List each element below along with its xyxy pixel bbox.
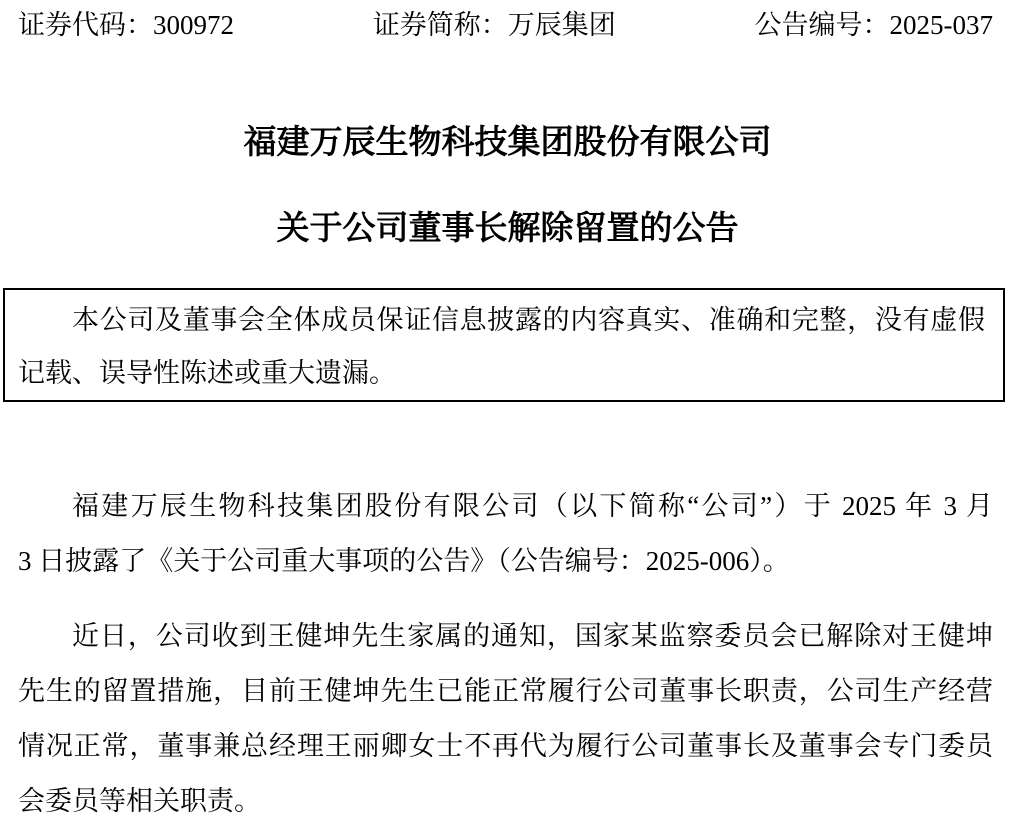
disclaimer-line: 本公司及董事会全体成员保证信息披露的内容真实、准确和完整，没有虚假 bbox=[72, 305, 985, 335]
announcement-title: 关于公司董事长解除留置的公告 bbox=[276, 211, 739, 247]
paragraph-line: 3 日披露了《关于公司重大事项的公告》（公告编号：2025-006）。 bbox=[18, 546, 790, 576]
paragraph-line: 近日，公司收到王健坤先生家属的通知，国家某监察委员会已解除对王健坤 bbox=[72, 621, 993, 651]
paragraph-disclosure bbox=[18, 479, 993, 589]
paragraph-line: 会委员等相关职责。 bbox=[18, 786, 261, 816]
disclaimer-box bbox=[3, 288, 1005, 402]
paragraph-release-notice bbox=[18, 609, 993, 829]
paragraph-line: 福建万辰生物科技集团股份有限公司（以下简称“公司”）于 2025 年 3 月 bbox=[72, 491, 993, 521]
stock-abbr: 证券简称：万辰集团 bbox=[372, 10, 616, 40]
company-name-title: 福建万辰生物科技集团股份有限公司 bbox=[243, 125, 772, 161]
announcement-number: 公告编号：2025-037 bbox=[754, 10, 993, 40]
stock-code: 证券代码：300972 bbox=[18, 10, 234, 40]
paragraph-line: 先生的留置措施，目前王健坤先生已能正常履行公司董事长职责，公司生产经营 bbox=[18, 676, 993, 706]
doc-header bbox=[0, 0, 1015, 40]
paragraph-line: 情况正常，董事兼总经理王丽卿女士不再代为履行公司董事长及董事会专门委员 bbox=[18, 731, 993, 761]
disclaimer-line: 记载、误导性陈述或重大遗漏。 bbox=[18, 358, 396, 388]
